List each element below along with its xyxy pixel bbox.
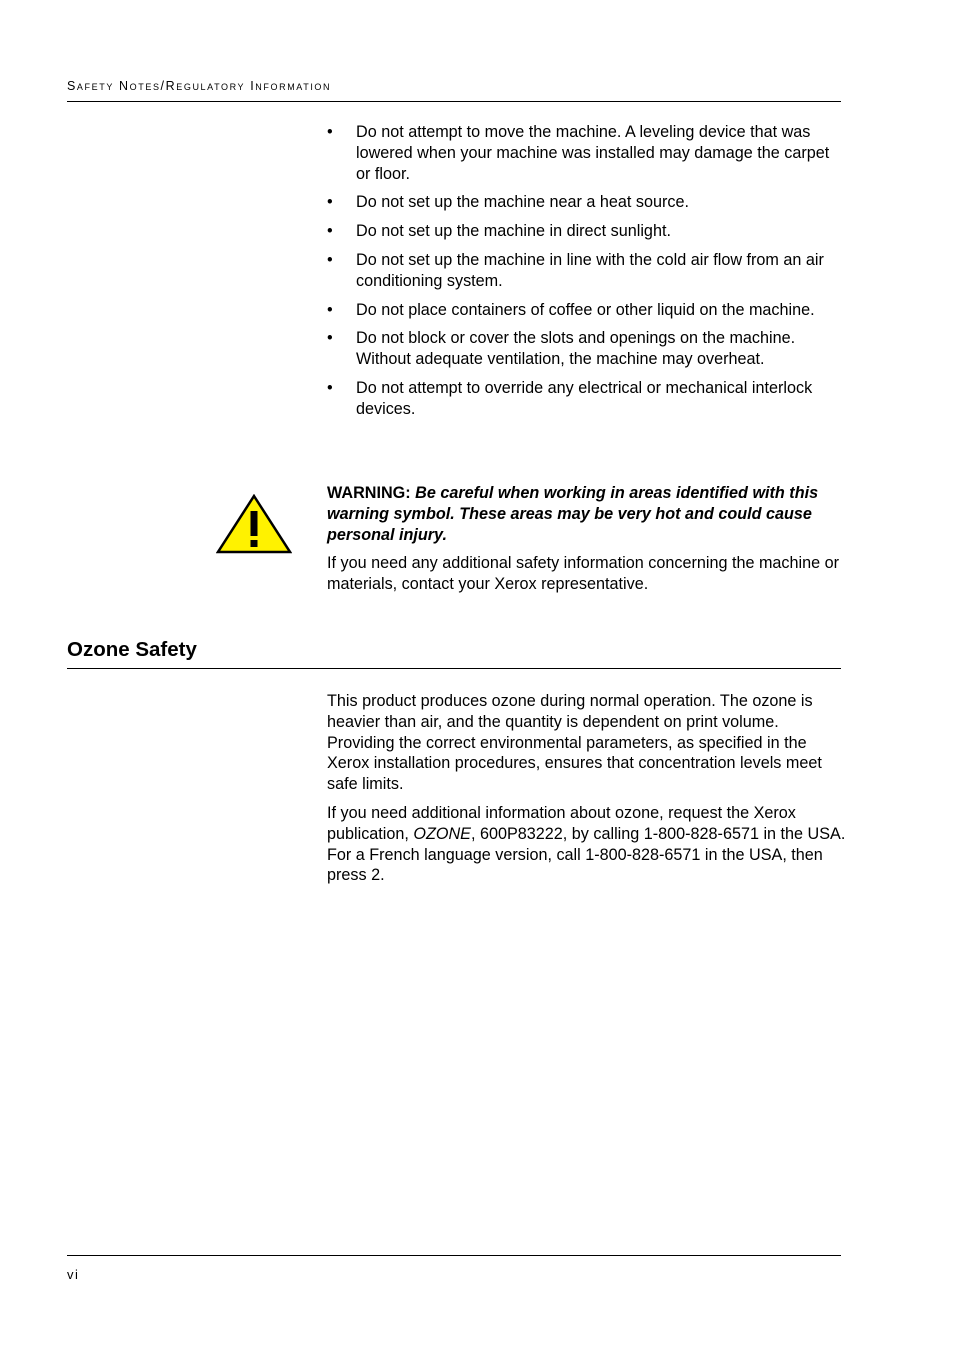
bullet-marker: • <box>327 193 333 212</box>
page-number: vi <box>67 1267 80 1282</box>
precautions-list <box>327 122 847 428</box>
list-item: • Do not set up the machine near a heat source. <box>327 193 689 212</box>
section-rule <box>67 668 841 669</box>
bullet-marker: • <box>327 250 333 269</box>
ozone-paragraph-1: This product produces ozone during normal operation. The ozone is heavier than air, and the quantity is dependent on print volume. Providing the correct environmental parameters, as specified in the Xerox installation procedures, ensures that concentration levels meet safe limits. <box>327 692 822 794</box>
list-item: • Do not place containers of coffee or other liquid on the machine. <box>327 300 815 319</box>
bullet-marker: • <box>327 123 333 141</box>
footer-rule <box>67 1255 841 1256</box>
bullet-marker: • <box>327 378 333 397</box>
list-item: • Do not attempt to move the machine. A leveling device that was lowered when your machine was installed may damage the carpet or floor. <box>327 123 830 183</box>
bullet-marker: • <box>327 300 333 319</box>
warning-block <box>327 483 847 603</box>
ozone-body <box>327 691 847 894</box>
warning-label: WARNING: <box>327 484 411 502</box>
warning-triangle-icon <box>216 494 292 554</box>
bullet-marker: • <box>327 329 333 348</box>
warning-followup: If you need any additional safety information concerning the machine or materials, contact your Xerox representative. <box>327 554 840 594</box>
header-rule <box>67 101 841 102</box>
running-header: Safety Notes/Regulatory Information <box>67 79 332 93</box>
list-item: • Do not attempt to override any electrical or mechanical interlock devices. <box>327 378 813 418</box>
list-item: • Do not set up the machine in line with the cold air flow from an air conditioning system. <box>327 250 824 290</box>
section-title-ozone: Ozone Safety <box>67 638 197 661</box>
ozone-paragraph-2: If you need additional information about ozone, request the Xerox publication, OZONE, 600P83222, by calling 1-800-828-6571 in the USA. For a French language version, call 1-800-828-6571 in the USA, then press 2. <box>327 803 846 885</box>
publication-title: OZONE <box>413 824 471 843</box>
list-item: • Do not block or cover the slots and openings on the machine. Without adequate ventilation, the machine may overheat. <box>327 329 796 369</box>
bullet-marker: • <box>327 222 333 241</box>
list-item: • Do not set up the machine in direct sunlight. <box>327 222 671 241</box>
warning-text: Be careful when working in areas identified with this warning symbol. These areas may be very hot and could cause personal injury. <box>327 484 819 544</box>
warning-statement <box>327 483 847 545</box>
